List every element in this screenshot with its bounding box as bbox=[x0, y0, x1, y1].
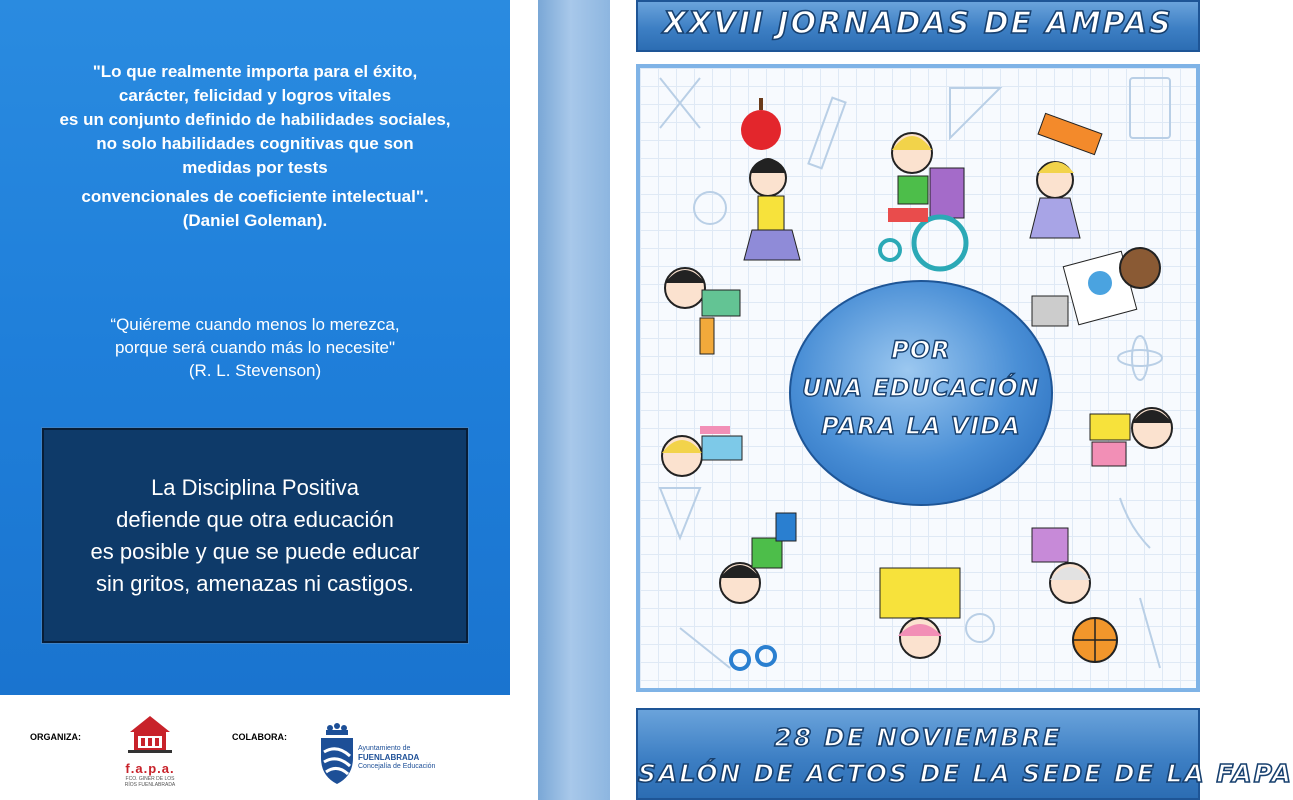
ayto-line: Concejalía de Educación bbox=[358, 763, 436, 770]
box-line: sin gritos, amenazas ni castigos. bbox=[96, 571, 414, 596]
kid-left-green bbox=[665, 268, 740, 354]
slogan bbox=[790, 331, 1052, 445]
brochure-spine bbox=[538, 0, 610, 800]
quote-line: medidas por tests bbox=[182, 158, 328, 177]
organiza-label: ORGANIZA: bbox=[30, 732, 81, 742]
quote-author: (R. L. Stevenson) bbox=[188, 361, 322, 380]
kid-apple bbox=[741, 98, 800, 260]
quote-line: porque será cuando más lo necesite" bbox=[114, 338, 396, 357]
slogan-line: PARA LA VIDA bbox=[821, 412, 1021, 440]
kid-right-pink bbox=[1090, 408, 1172, 466]
kid-books bbox=[1030, 113, 1102, 238]
coat-of-arms-icon bbox=[318, 722, 356, 786]
kid-wheelchair bbox=[880, 133, 966, 269]
back-cover-panel bbox=[0, 0, 510, 695]
slogan-line: POR bbox=[891, 336, 951, 364]
event-place: SALÓN DE ACTOS DE LA SEDE DE LA FAPA bbox=[638, 759, 1293, 788]
ayuntamiento-logo bbox=[318, 722, 438, 792]
title-banner bbox=[636, 0, 1200, 52]
positive-discipline-box bbox=[42, 428, 468, 643]
colabora-label: COLABORA: bbox=[232, 732, 287, 742]
event-date: 28 DE NOVIEMBRE bbox=[774, 723, 1062, 752]
slogan-line: UNA EDUCACIÓN bbox=[802, 374, 1040, 402]
fapa-logo bbox=[120, 714, 180, 800]
quote-author: (Daniel Goleman). bbox=[182, 211, 328, 230]
fapa-name: f.a.p.a. bbox=[125, 761, 175, 776]
ayto-line: Ayuntamiento de bbox=[358, 745, 411, 752]
kid-puzzle bbox=[880, 568, 960, 658]
quote-line: carácter, felicidad y logros vitales bbox=[118, 86, 392, 105]
ayuntamiento-text bbox=[358, 744, 435, 771]
quote-line: no solo habilidades cognitivas que son bbox=[96, 134, 414, 153]
goleman-quote bbox=[0, 60, 510, 233]
kid-easel bbox=[1032, 248, 1160, 326]
kid-left-yellow bbox=[662, 426, 742, 476]
cover-illustration bbox=[636, 64, 1200, 692]
ayto-line: FUENLABRADA bbox=[358, 753, 420, 762]
stevenson-quote bbox=[0, 313, 510, 382]
fapa-house-icon bbox=[128, 714, 172, 754]
box-line: es posible y que se puede educar bbox=[90, 539, 420, 564]
box-line: La Disciplina Positiva bbox=[151, 475, 359, 500]
fapa-subtitle: FCO. GINER DE LOS RÍOS FUENLABRADA bbox=[124, 776, 176, 788]
quote-line: “Quiéreme cuando menos lo merezca, bbox=[110, 315, 400, 334]
event-title: XXVII JORNADAS DE AMPAS bbox=[663, 6, 1173, 41]
quote-line: es un conjunto definido de habilidades sociales, bbox=[59, 110, 451, 129]
date-place-banner bbox=[636, 708, 1293, 800]
kid-scissors bbox=[720, 513, 796, 669]
quote-line: "Lo que realmente importa para el éxito, bbox=[92, 62, 418, 81]
box-line: defiende que otra educación bbox=[116, 507, 394, 532]
kid-basketball bbox=[1032, 528, 1117, 662]
quote-line: convencionales de coeficiente intelectual". bbox=[81, 187, 429, 206]
